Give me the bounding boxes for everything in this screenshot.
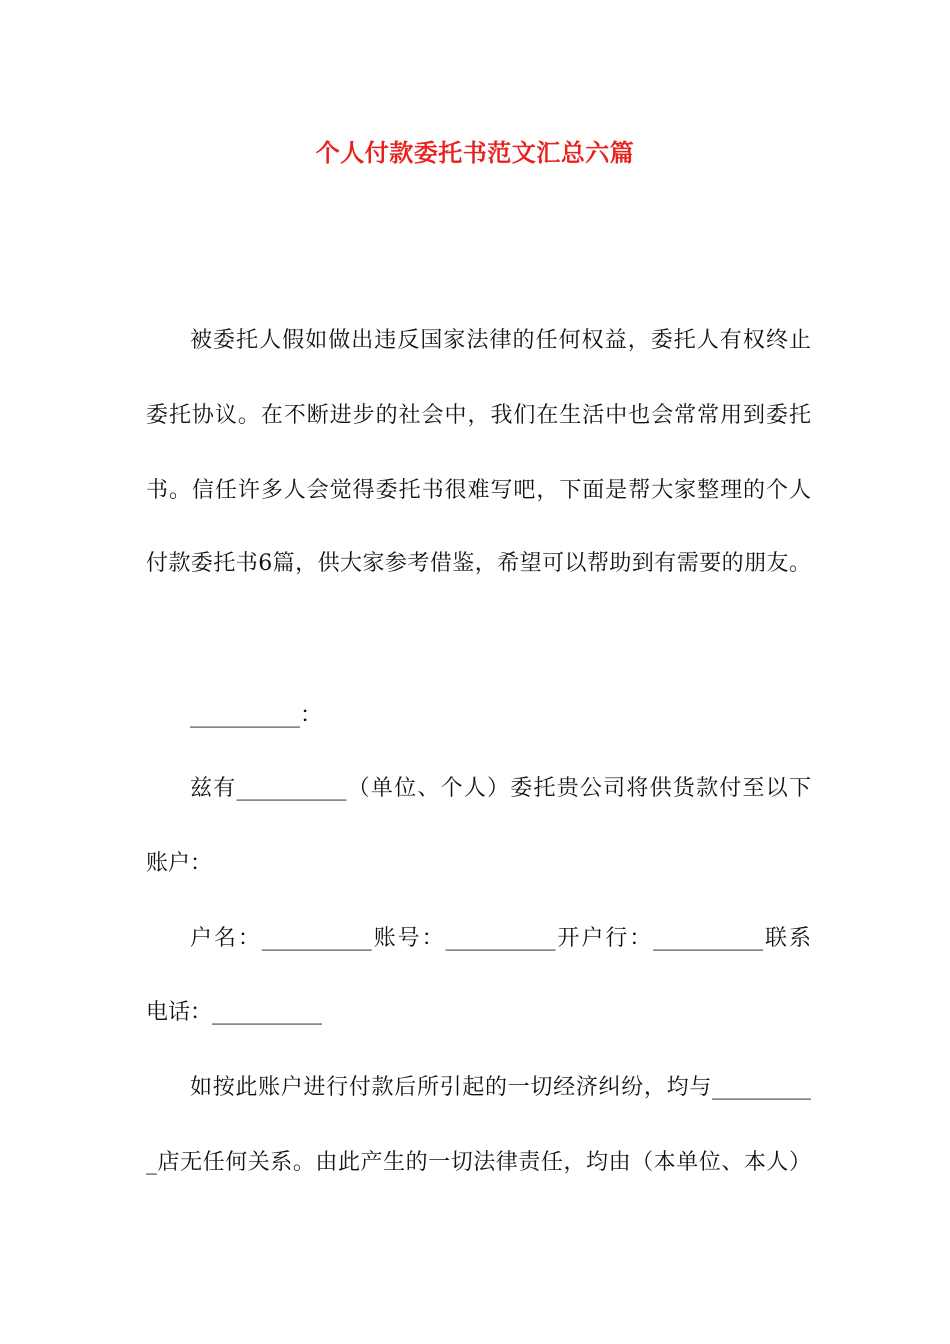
paragraph-line-6: 账户： bbox=[146, 851, 213, 876]
paragraph-line-7: 如按此账户进行付款后所引起的一切经济纠纷，均与_________ bbox=[190, 1075, 811, 1100]
paragraph-line-8: _店无任何关系。由此产生的一切法律责任，均由（本单位、本人） bbox=[146, 1150, 811, 1175]
account-info-line: 户名：__________账号：__________开户行：__________联系 bbox=[190, 926, 811, 951]
paragraph-line-4: 付款委托书6篇，供大家参考借鉴，希望可以帮助到有需要的朋友。 bbox=[146, 551, 811, 576]
paragraph-line-1: 被委托人假如做出违反国家法律的任何权益，委托人有权终止 bbox=[190, 328, 811, 353]
addressee-line: __________： bbox=[190, 703, 323, 728]
paragraph-line-5: 兹有__________（单位、个人）委托贵公司将供货款付至以下 bbox=[190, 776, 811, 801]
paragraph-line-2: 委托协议。在不断进步的社会中，我们在生活中也会常常用到委托 bbox=[146, 403, 811, 428]
paragraph-line-3: 书。信任许多人会觉得委托书很难写吧，下面是帮大家整理的个人 bbox=[146, 478, 811, 503]
document-title: 个人付款委托书范文汇总六篇 bbox=[315, 138, 635, 167]
phone-line: 电话：__________ bbox=[146, 1000, 323, 1025]
